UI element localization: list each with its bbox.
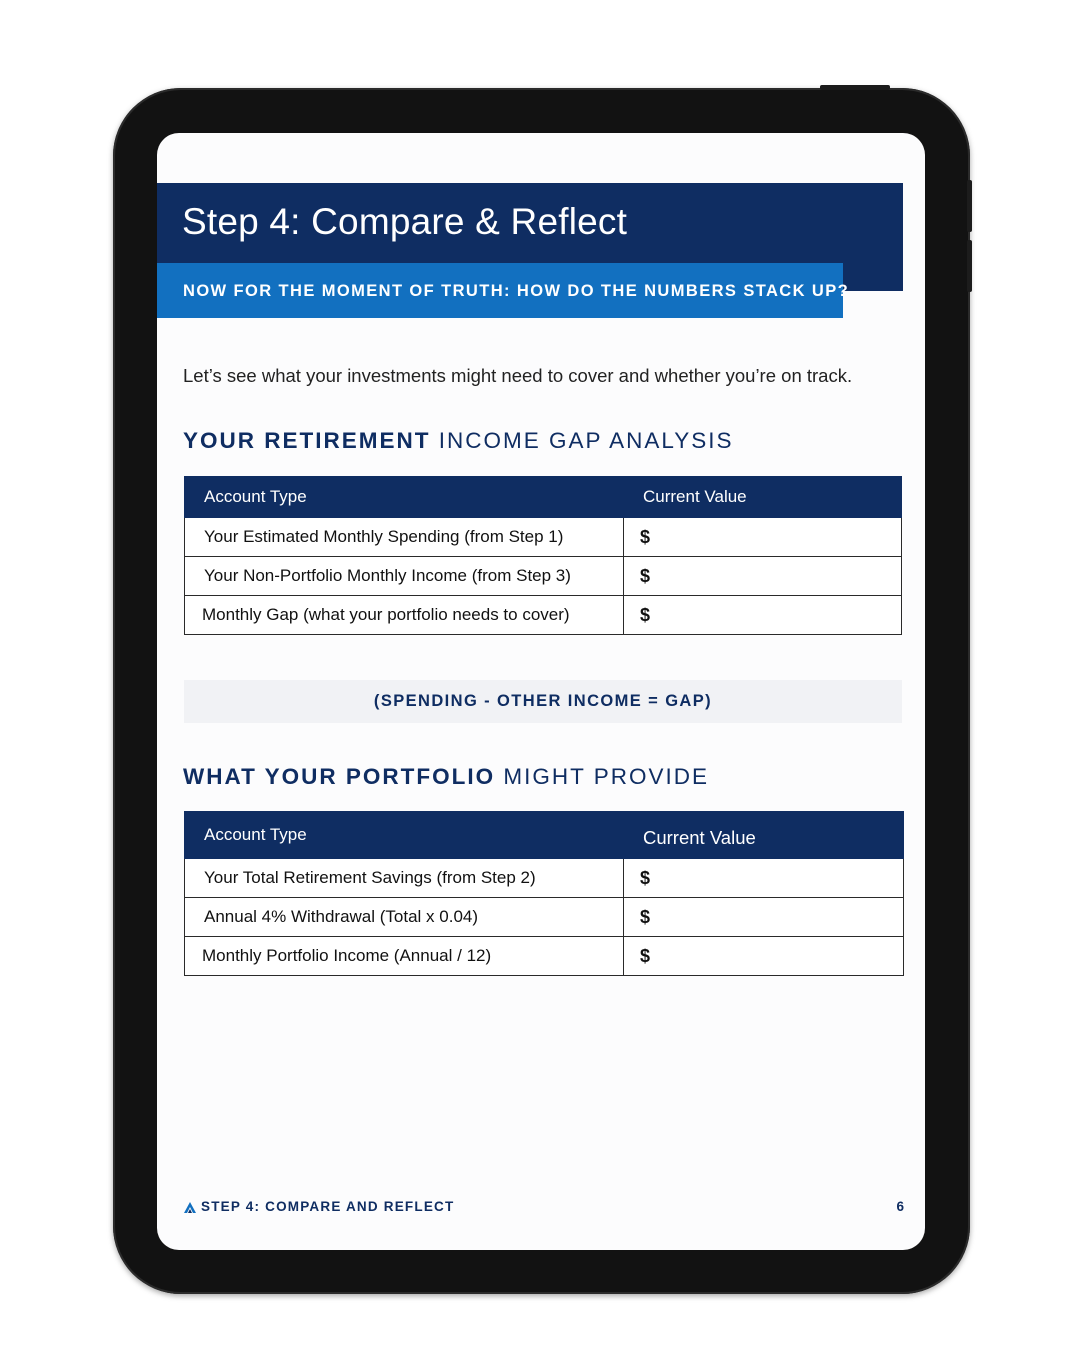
value-field[interactable]: $: [624, 557, 902, 596]
page-subtitle: NOW FOR THE MOMENT OF TRUTH: HOW DO THE NUMBERS STACK UP?: [183, 282, 850, 300]
table-row: [185, 898, 904, 937]
volume-up-button: [967, 180, 972, 232]
section-title-bold: WHAT YOUR PORTFOLIO: [183, 764, 496, 789]
row-label: Your Estimated Monthly Spending (from Step 1): [185, 518, 624, 557]
section-title-bold: YOUR RETIREMENT: [183, 428, 431, 453]
section-title-portfolio: [183, 764, 709, 790]
volume-down-button: [967, 240, 972, 292]
page-number: 6: [896, 1199, 904, 1214]
table-row: [185, 937, 904, 976]
table-row: [185, 859, 904, 898]
row-label: Monthly Gap (what your portfolio needs to cover): [185, 596, 624, 635]
table-row: [185, 518, 902, 557]
column-header-current-value: Current Value: [624, 477, 902, 518]
portfolio-table: [184, 811, 904, 976]
row-label: Your Non-Portfolio Monthly Income (from Step 3): [185, 557, 624, 596]
gap-formula: (SPENDING - OTHER INCOME = GAP): [184, 680, 902, 723]
table-header-row: [185, 477, 902, 518]
section-title-rest: MIGHT PROVIDE: [495, 764, 710, 789]
value-field[interactable]: $: [624, 859, 904, 898]
row-label: Annual 4% Withdrawal (Total x 0.04): [185, 898, 624, 937]
power-button: [820, 85, 890, 90]
row-label: Monthly Portfolio Income (Annual / 12): [185, 937, 624, 976]
section-title-rest: INCOME GAP ANALYSIS: [430, 428, 734, 453]
column-header-account-type: Account Type: [185, 812, 624, 859]
value-field[interactable]: $: [624, 518, 902, 557]
footer-label: STEP 4: COMPARE AND REFLECT: [201, 1199, 455, 1214]
summit-logo-icon: [183, 1200, 197, 1214]
column-header-account-type: Account Type: [185, 477, 624, 518]
row-label: Your Total Retirement Savings (from Step 2): [185, 859, 624, 898]
section-title-income-gap: [183, 428, 734, 454]
income-gap-table: [184, 476, 902, 635]
table-row: [185, 557, 902, 596]
table-header-row: [185, 812, 904, 859]
value-field[interactable]: $: [624, 596, 902, 635]
table-row: [185, 596, 902, 635]
tablet-screen: [157, 133, 925, 1250]
value-field[interactable]: $: [624, 898, 904, 937]
page-title: Step 4: Compare & Reflect: [182, 201, 628, 242]
column-header-current-value: Current Value: [624, 812, 904, 859]
intro-text: Let’s see what your investments might need to cover and whether you’re on track.: [183, 365, 853, 386]
value-field[interactable]: $: [624, 937, 904, 976]
